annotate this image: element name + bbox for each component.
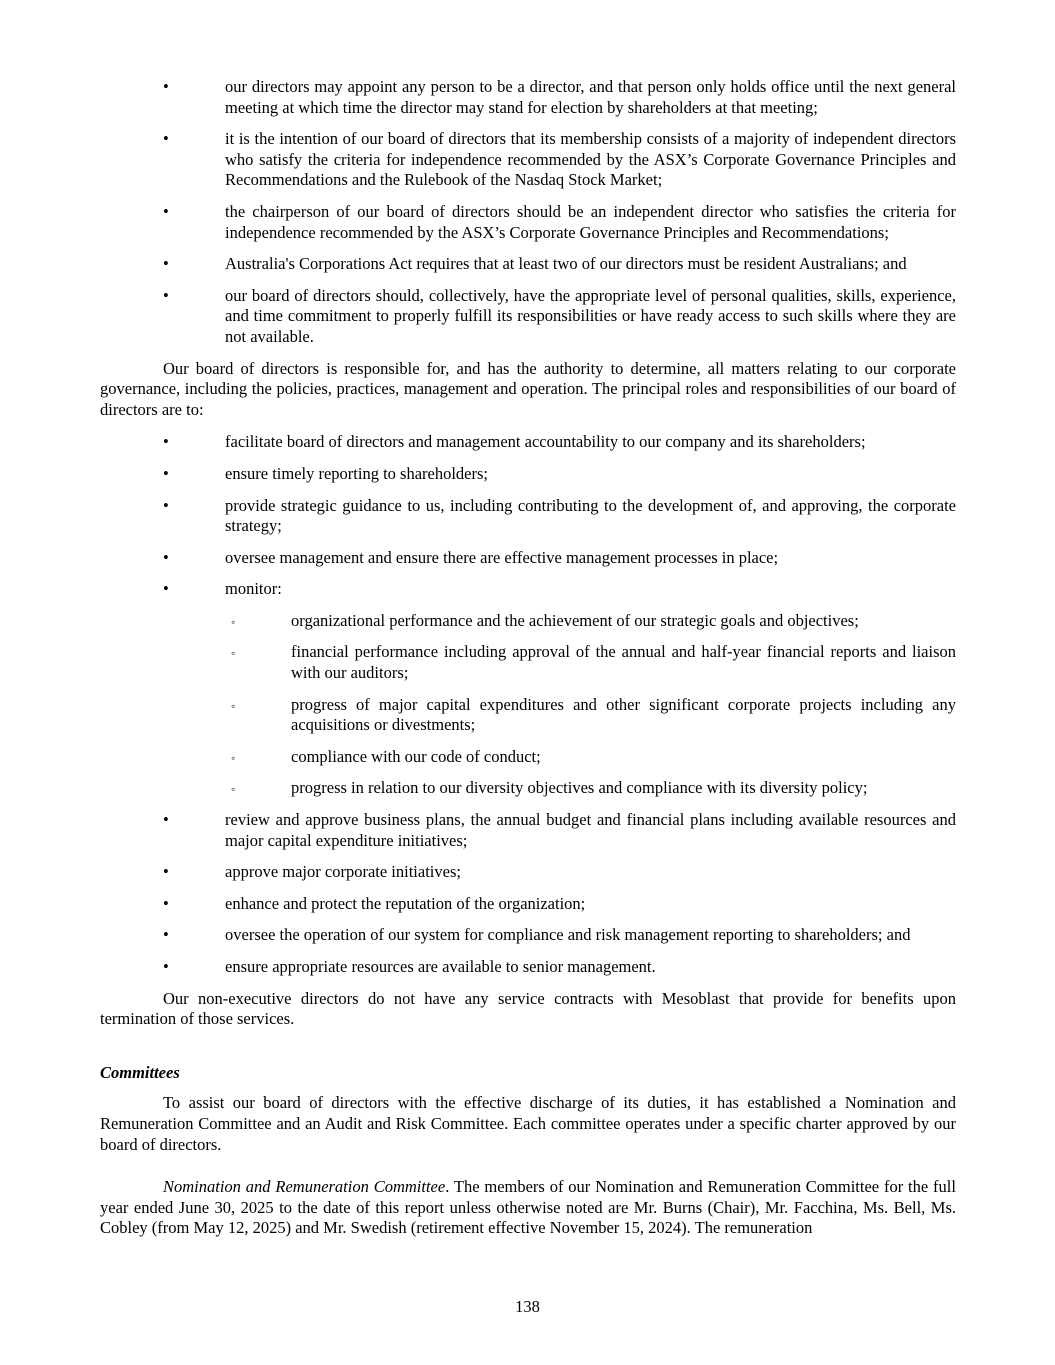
- list-item-text: ensure timely reporting to shareholders;: [225, 463, 489, 483]
- bullet-icon: •: [163, 201, 169, 221]
- page-content: [100, 77, 956, 1239]
- sub-list-item-text: progress in relation to our diversity objectives and compliance with its diversity policy;: [291, 778, 868, 798]
- sub-list-item: [228, 747, 956, 768]
- sub-list-item-text: progress of major capital expenditures and other significant corporate projects including any acquisitions or divestments;: [291, 694, 956, 735]
- sub-list-item-text: organizational performance and the achievement of our strategic goals and objectives;: [291, 610, 859, 630]
- board-responsibility-paragraph: Our board of directors is responsible for, and has the authority to determine, all matters relating to our corporate governance, including the policies, practices, management and operation. The principal roles and responsibilities of our board of directors are to:: [100, 358, 956, 419]
- list-item: [100, 432, 956, 453]
- list-item: [100, 129, 956, 191]
- page-number: 138: [515, 1297, 540, 1316]
- bullet-icon: •: [163, 495, 169, 515]
- nomination-committee-lead: Nomination and Remuneration Committee: [163, 1177, 446, 1197]
- list-item-text: our directors may appoint any person to be a director, and that person only holds office until the next general meeting at which time the director may stand for election by shareholders at that meeting;: [225, 77, 956, 117]
- sub-bullet-icon: ◦: [231, 750, 236, 765]
- list-item-text: provide strategic guidance to us, including contributing to the development of, and approving, the corporate strategy;: [225, 495, 956, 536]
- list-item-text: it is the intention of our board of directors that its membership consists of a majority of independent directors who satisfy the criteria for independence recommended by the ASX’s Corporate Governance Principles and Recommendations and the Rulebook of the Nasdaq Stock Market;: [225, 129, 956, 190]
- bullet-icon: •: [163, 463, 169, 483]
- bullet-icon: •: [163, 285, 169, 305]
- bullet-icon: •: [163, 862, 169, 882]
- sub-list-item: [228, 695, 956, 736]
- nomination-committee-text: . The members of our Nomination and Remuneration Committee for the full year ended June 30, 2025 to the date of this report unless otherwise noted are Mr. Burns (Chair), Mr. Facchina, Ms. Bell, Ms. Cobley (from May 12, 2025) and Mr. Swedish (retirement effective November 15, 2024). The remuneration: [100, 1177, 956, 1238]
- list-item-text: Australia's Corporations Act requires that at least two of our directors must be resident Australians; and: [225, 254, 907, 274]
- bullet-icon: •: [163, 77, 169, 96]
- bullet-icon: •: [163, 957, 169, 976]
- list-item-text: our board of directors should, collectively, have the appropriate level of personal qualities, skills, experience, and time commitment to properly fulfill its responsibilities or have ready access to such skills where they are not available.: [225, 285, 956, 346]
- sub-bullet-icon: ◦: [231, 698, 236, 713]
- list-item: [100, 77, 956, 118]
- list-item: [100, 810, 956, 851]
- bullet-icon: •: [163, 893, 169, 913]
- sub-list-item-text: compliance with our code of conduct;: [291, 746, 541, 766]
- list-item: [100, 957, 956, 978]
- nomination-committee-paragraph: [100, 1177, 956, 1239]
- list-item-text: monitor:: [225, 579, 282, 599]
- list-item: [100, 862, 956, 883]
- sub-list-item: [228, 778, 956, 799]
- list-item: [100, 464, 956, 485]
- governance-principles-list: [100, 77, 956, 348]
- bullet-icon: •: [163, 129, 169, 149]
- list-item: [100, 548, 956, 569]
- list-item-text: review and approve business plans, the annual budget and financial plans including available resources and major capital expenditure initiatives;: [225, 810, 956, 850]
- monitor-sublist: [225, 611, 956, 799]
- list-item-monitor: [100, 579, 956, 799]
- sub-list-item-text: financial performance including approval of the annual and half-year financial reports and liaison with our auditors;: [291, 642, 956, 683]
- bullet-icon: •: [163, 579, 169, 599]
- non-executive-paragraph: Our non-executive directors do not have any service contracts with Mesoblast that provide for benefits upon termination of those services.: [100, 988, 956, 1029]
- list-item-text: oversee the operation of our system for compliance and risk management reporting to shareholders; and: [225, 925, 911, 945]
- list-item-text: approve major corporate initiatives;: [225, 862, 461, 882]
- sub-bullet-icon: ◦: [231, 782, 236, 797]
- list-item-text: enhance and protect the reputation of the organization;: [225, 893, 586, 913]
- committees-intro-paragraph: To assist our board of directors with the effective discharge of its duties, it has established a Nomination and Remuneration Committee and an Audit and Risk Committee. Each committee operates under a specific charter approved by our board of directors.: [100, 1093, 956, 1154]
- list-item-text: oversee management and ensure there are effective management processes in place;: [225, 547, 779, 567]
- bullet-icon: •: [163, 547, 169, 567]
- sub-list-item: [228, 642, 956, 683]
- list-item: [100, 496, 956, 537]
- bullet-icon: •: [163, 810, 169, 830]
- bullet-icon: •: [163, 432, 169, 452]
- sub-list-item: [228, 611, 956, 632]
- list-item: [100, 286, 956, 348]
- list-item: [100, 202, 956, 243]
- board-roles-list: [100, 432, 956, 977]
- list-item-text: the chairperson of our board of directors should be an independent director who satisfies the criteria for independence recommended by the ASX’s Corporate Governance Principles and Recommendations;: [225, 201, 956, 242]
- committees-heading: Committees: [100, 1062, 180, 1082]
- bullet-icon: •: [163, 254, 169, 274]
- sub-bullet-icon: ◦: [231, 614, 236, 629]
- list-item-text: ensure appropriate resources are available to senior management.: [225, 957, 656, 976]
- list-item-text: facilitate board of directors and management accountability to our company and its shareholders;: [225, 432, 866, 452]
- bullet-icon: •: [163, 925, 169, 945]
- list-item: [100, 894, 956, 915]
- list-item: [100, 925, 956, 946]
- list-item: [100, 254, 956, 275]
- sub-bullet-icon: ◦: [231, 646, 236, 661]
